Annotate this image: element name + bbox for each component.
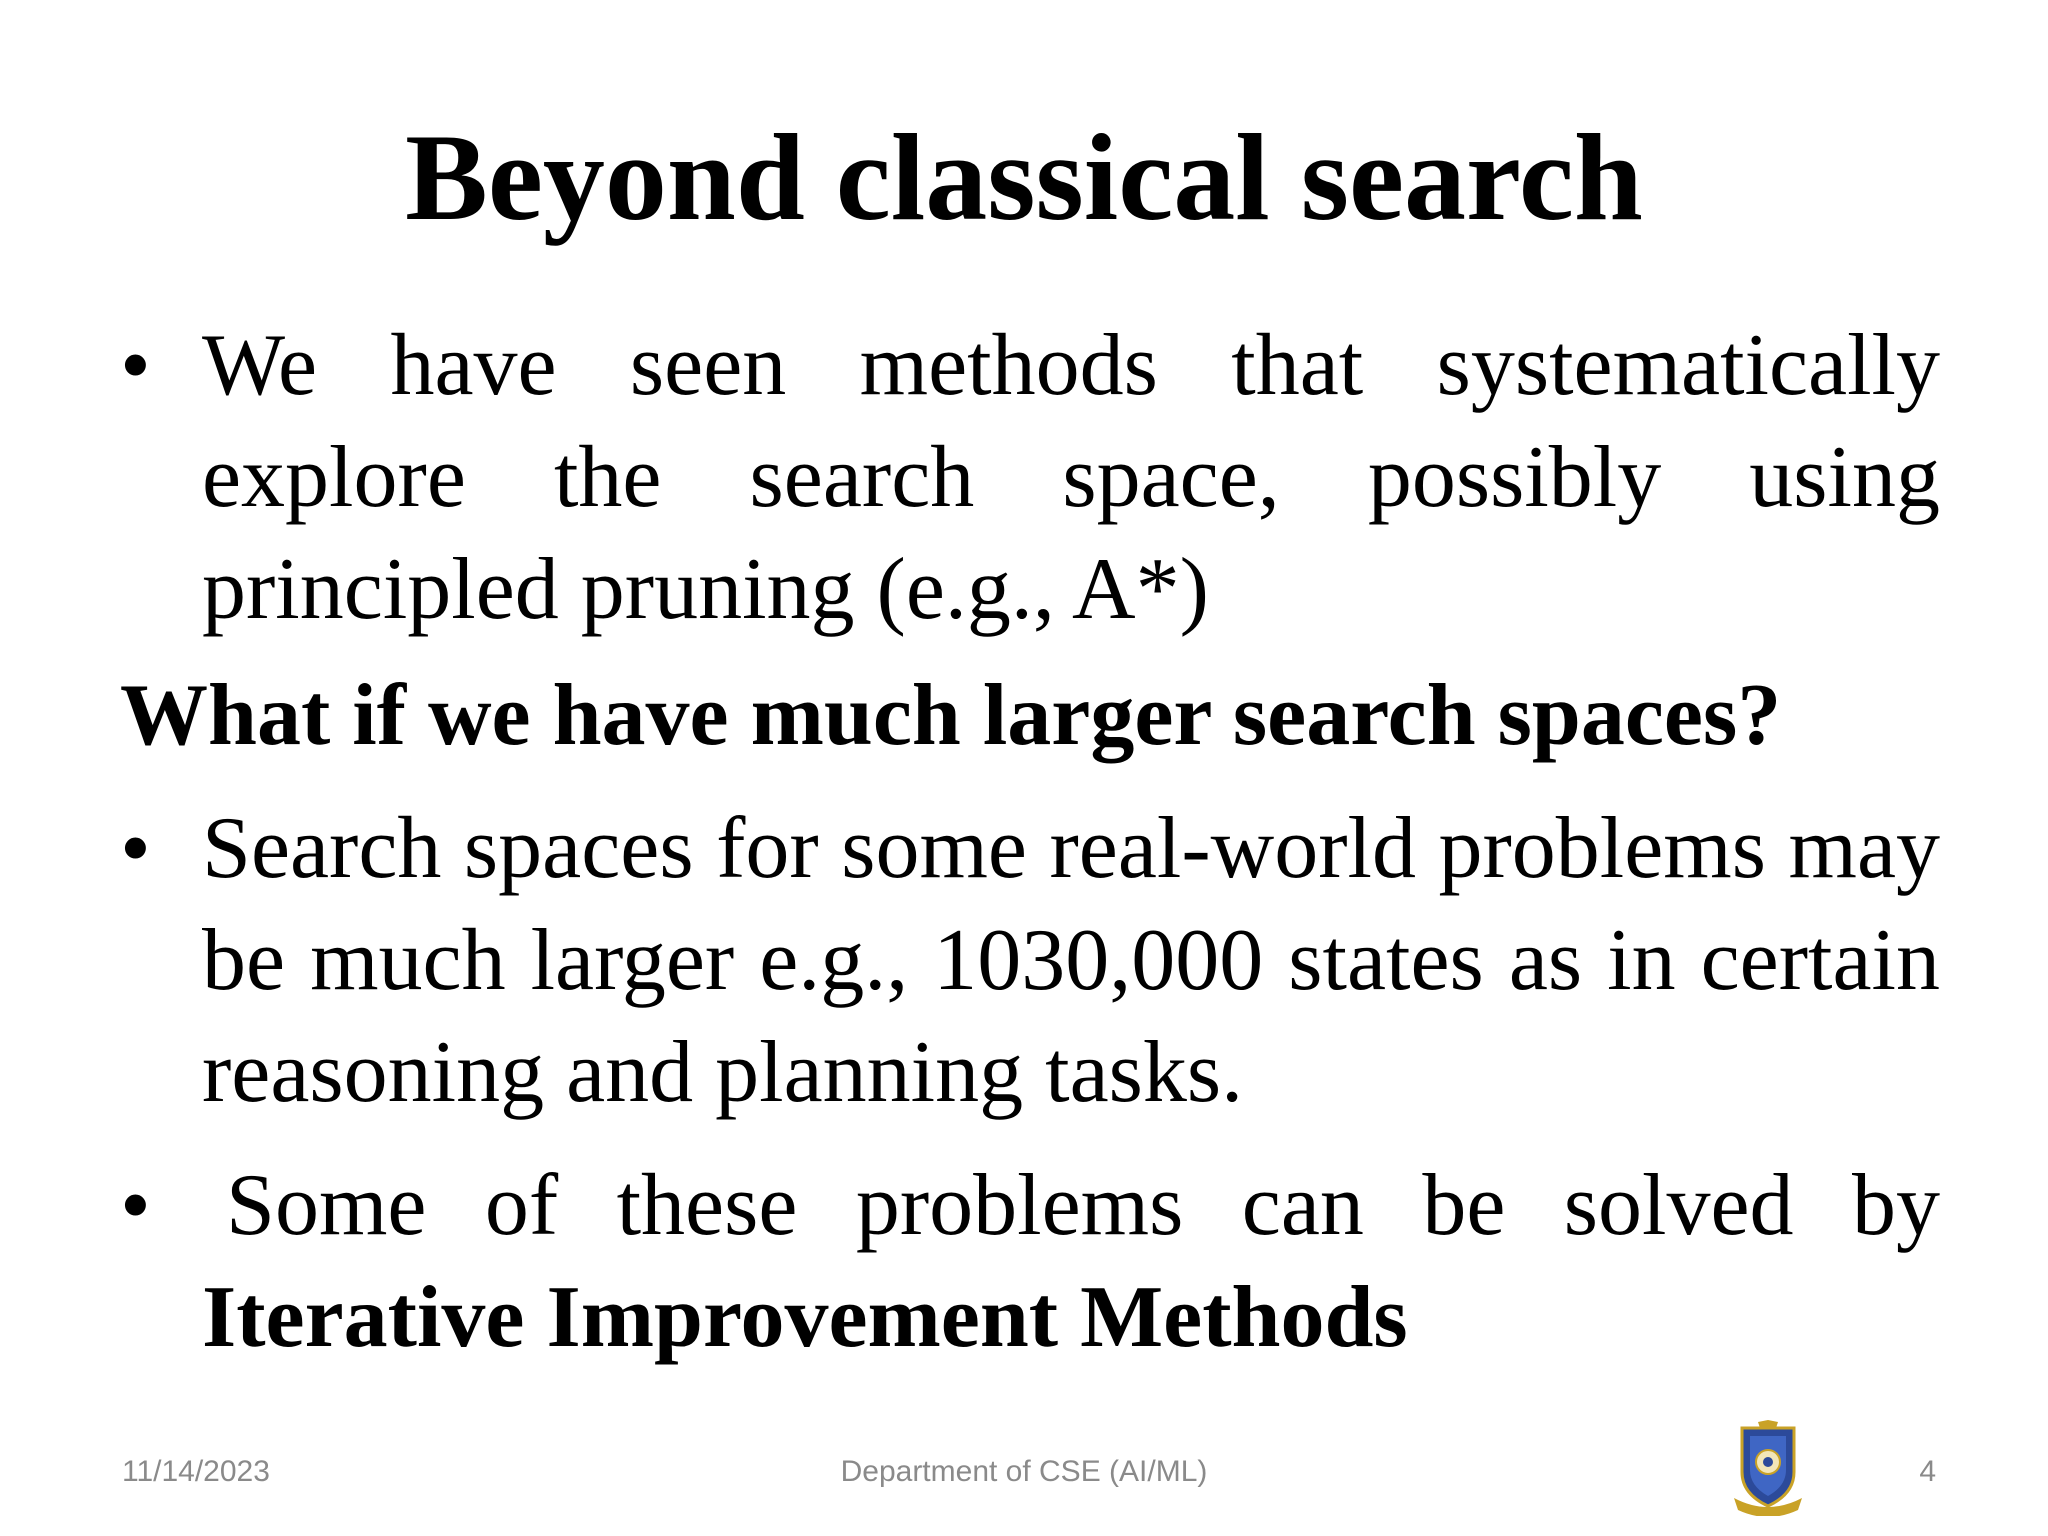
slide-title: Beyond classical search [405, 109, 1643, 246]
bullet-text-bold: Iterative Improvement Methods [202, 1269, 1408, 1366]
footer-date: 11/14/2023 [122, 1455, 270, 1488]
page-number: 4 [1919, 1455, 1936, 1488]
bullet-item-1 [120, 310, 1940, 646]
bullet-item-3 [120, 1150, 1940, 1374]
institution-crest-icon [1728, 1420, 1808, 1516]
bullet-text: Search spaces for some real-world problems may be much larger e.g., 1030,000 states as in certain reasoning and planning tasks. [202, 800, 1940, 1121]
bullet-text: We have seen methods that systematically explore the search space, possibly using principled pruning (e.g., A*) [202, 317, 1940, 638]
bullet-row [120, 793, 1940, 1129]
bullet-item-2 [120, 793, 1940, 1129]
bullet-dot: • [120, 317, 151, 414]
bullet-row [120, 1150, 1940, 1374]
bullet-text [202, 1150, 1940, 1374]
footer-department: Department of CSE (AI/ML) [840, 1455, 1208, 1488]
crest-graphic [1728, 1420, 1808, 1516]
bullet-dot: • [120, 1157, 151, 1254]
bullet-text-plain: Some of these problems can be solved by [226, 1157, 1940, 1254]
question-heading: What if we have much larger search spaces? [120, 667, 1782, 764]
bullet-dot: • [120, 800, 151, 897]
bullet-row [120, 310, 1940, 646]
